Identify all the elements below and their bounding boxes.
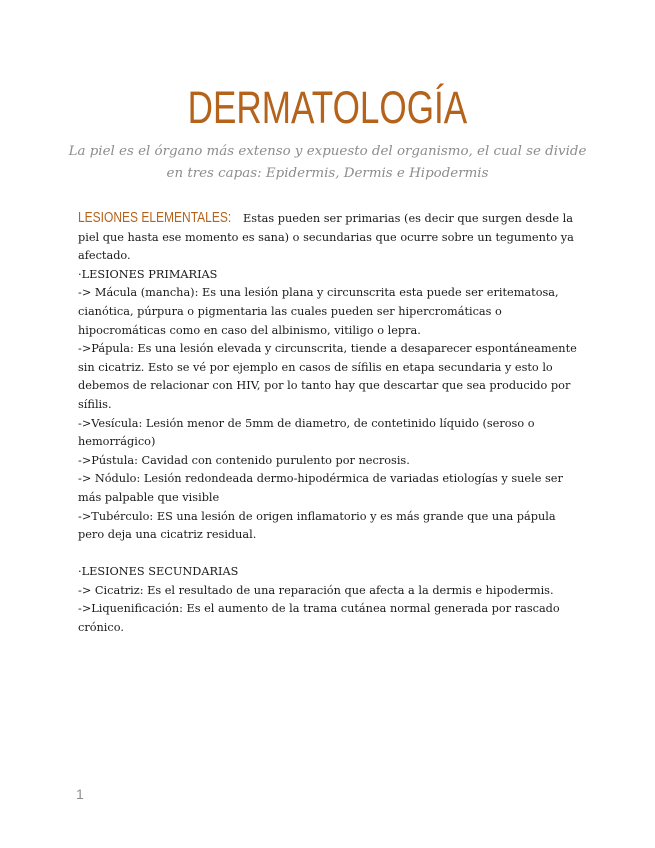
subtitle-line: La piel es el órgano más extenso y expuesto del organismo, el cual se divide: [68, 144, 587, 159]
list-item: ->Liquenificación: Es el aumento de la trama cutánea normal generada por rascado crónico.: [78, 602, 560, 635]
list-item: ->Pápula: Es una lesión elevada y circunscrita, tiende a desaparecer espontáneamente sin cicatriz. Esto se vé por ejemplo en casos de sífilis en etapa secundaria y esto lo debemos de relacionar con HIV, por lo tanto hay que descartar que sea producido por sífilis.: [78, 342, 577, 411]
list-item: -> Cicatriz: Es el resultado de una reparación que afecta a la dermis e hipodermis.: [78, 583, 554, 597]
document-title: DERMATOLOGÍA: [187, 82, 468, 133]
intro-text: Estas pueden ser primarias (es decir que surgen desde la piel que hasta ese momento es sana) o secundarias que ocurre sobre un tegumento ya afectado.: [78, 212, 574, 263]
list-item: ->Tubérculo: ES una lesión de origen inflamatorio y es más grande que una pápula pero deja una cicatriz residual.: [78, 509, 556, 542]
intro-paragraph: [78, 209, 578, 266]
document-body: [78, 209, 578, 638]
primary-lesions-header: ·LESIONES PRIMARIAS: [78, 267, 218, 281]
list-item: ->Vesícula: Lesión menor de 5mm de diametro, de contetinido líquido (seroso o hemorrágico): [78, 416, 535, 449]
page-number: 1: [76, 786, 84, 802]
subtitle-line: en tres capas: Epidermis, Dermis e Hipodermis: [166, 166, 489, 181]
secondary-lesions-header: ·LESIONES SECUNDARIAS: [78, 565, 239, 579]
list-item: ->Pústula: Cavidad con contenido purulento por necrosis.: [78, 453, 410, 467]
list-item: -> Mácula (mancha): Es una lesión plana y circunscrita esta puede ser eritematosa, cianótica, púrpura o pigmentaria las cuales pueden ser hipercromáticas o hipocromáticas como en caso del albinismo, vitiligo o lepra.: [78, 286, 559, 337]
section-heading: LESIONES ELEMENTALES:: [78, 209, 232, 226]
paragraph-gap: [78, 545, 578, 564]
document-subtitle: [60, 141, 595, 185]
list-item: -> Nódulo: Lesión redondeada dermo-hipodérmica de variadas etiologías y suele ser más palpable que visible: [78, 472, 563, 504]
